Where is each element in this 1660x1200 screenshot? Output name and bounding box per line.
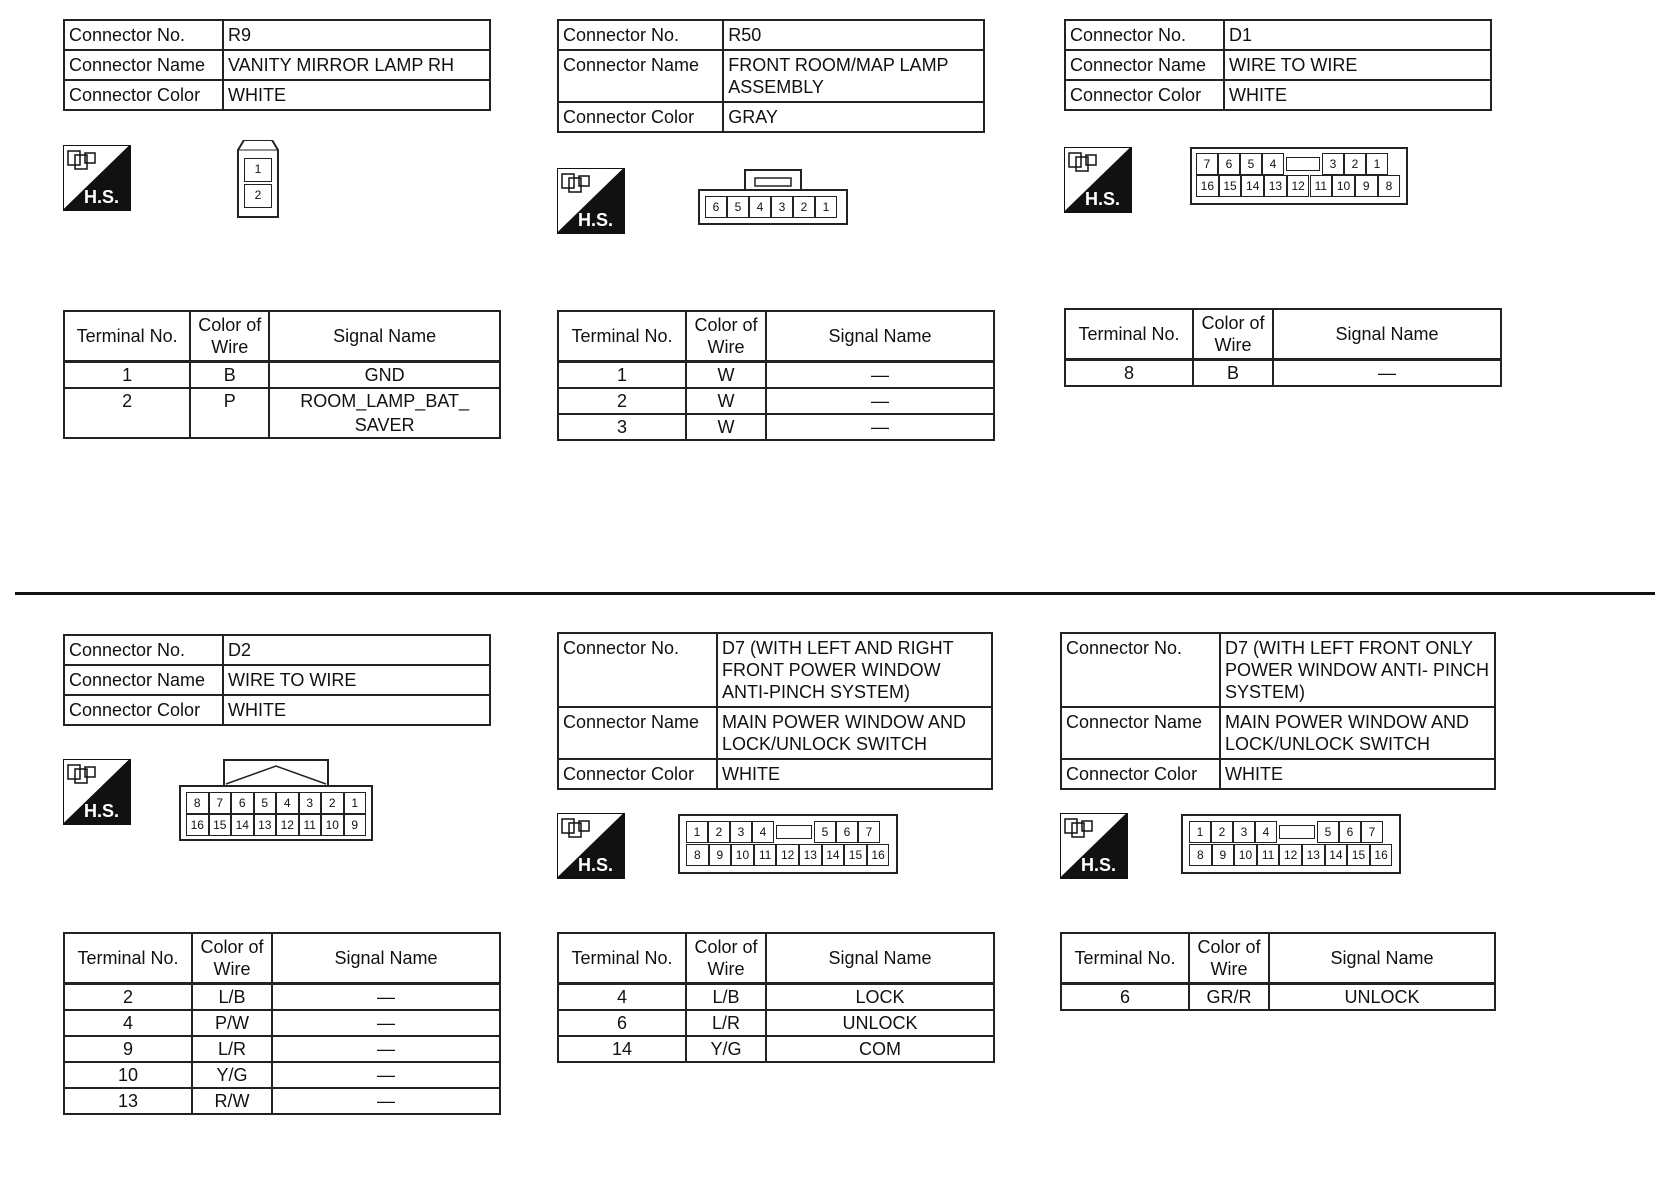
connector-no-value: D2 xyxy=(223,635,490,665)
connector-r50-info xyxy=(557,19,985,133)
header-terminal-no: Terminal No. xyxy=(558,933,686,984)
header-signal-name: Signal Name xyxy=(1269,933,1495,984)
label-connector-color: Connector Color xyxy=(64,695,223,725)
label-connector-color: Connector Color xyxy=(1061,759,1220,789)
hs-badge-icon xyxy=(557,168,625,234)
label-connector-no: Connector No. xyxy=(558,633,717,707)
pin: 5 xyxy=(1240,153,1262,175)
pin: 11 xyxy=(1257,844,1280,866)
signal-name: GND xyxy=(269,362,500,389)
table-row xyxy=(64,984,500,1011)
signal-name: ROOM_LAMP_BAT_ SAVER xyxy=(269,388,500,438)
header-terminal-no: Terminal No. xyxy=(558,311,686,362)
connector-d7-lf-face xyxy=(1181,814,1401,874)
pin: 8 xyxy=(686,844,709,866)
label-connector-no: Connector No. xyxy=(1061,633,1220,707)
latch-slot xyxy=(774,821,814,843)
wire-color: L/R xyxy=(192,1036,272,1062)
pin: 15 xyxy=(844,844,867,866)
wire-color: B xyxy=(1193,360,1273,387)
wire-color: B xyxy=(190,362,269,389)
pin: 16 xyxy=(867,844,890,866)
table-row xyxy=(64,1036,500,1062)
header-color-of-wire: Color of Wire xyxy=(686,933,766,984)
label-connector-color: Connector Color xyxy=(558,759,717,789)
wire-color: Y/G xyxy=(686,1036,766,1062)
pin: 7 xyxy=(209,792,232,814)
connector-name-value: WIRE TO WIRE xyxy=(1224,50,1491,80)
connector-color-value: WHITE xyxy=(1224,80,1491,110)
pin: 5 xyxy=(254,792,277,814)
pin: 12 xyxy=(276,814,299,836)
connector-r9-face xyxy=(236,140,280,218)
connector-d1-info xyxy=(1064,19,1492,111)
pin: 4 xyxy=(276,792,299,814)
wire-color: R/W xyxy=(192,1088,272,1114)
header-signal-name: Signal Name xyxy=(269,311,500,362)
pin: 13 xyxy=(1264,175,1287,197)
terminal-no: 4 xyxy=(64,1010,192,1036)
label-connector-name: Connector Name xyxy=(64,665,223,695)
pin: 14 xyxy=(822,844,845,866)
table-row xyxy=(558,1036,994,1062)
table-row xyxy=(64,1088,500,1114)
section-divider xyxy=(15,592,1655,595)
pin: 1 xyxy=(1366,153,1388,175)
table-row xyxy=(1061,984,1495,1011)
connector-d7-lf-terminals xyxy=(1060,932,1496,1011)
connector-color-value: WHITE xyxy=(717,759,992,789)
signal-name: — xyxy=(1273,360,1501,387)
pin: 1 xyxy=(344,792,367,814)
pin: 8 xyxy=(186,792,209,814)
header-color-of-wire: Color of Wire xyxy=(1189,933,1269,984)
pin: 9 xyxy=(709,844,732,866)
connector-color-value: WHITE xyxy=(1220,759,1495,789)
pin: 6 xyxy=(231,792,254,814)
pin: 11 xyxy=(299,814,322,836)
connector-no-value: D7 (WITH LEFT FRONT ONLY POWER WINDOW ANTI- PINCH SYSTEM) xyxy=(1220,633,1495,707)
table-row xyxy=(558,388,994,414)
hs-label: H.S. xyxy=(577,855,613,875)
pin: 4 xyxy=(752,821,774,843)
connector-r50-terminals xyxy=(557,310,995,441)
pin: 6 xyxy=(1339,821,1361,843)
header-signal-name: Signal Name xyxy=(272,933,500,984)
table-row xyxy=(558,1010,994,1036)
label-connector-no: Connector No. xyxy=(1065,20,1224,50)
connector-color-value: WHITE xyxy=(223,80,490,110)
pin: 15 xyxy=(1219,175,1242,197)
label-connector-no: Connector No. xyxy=(64,20,223,50)
connector-d7-lf-info xyxy=(1060,632,1496,790)
connector-d1-terminals xyxy=(1064,308,1502,387)
terminal-no: 1 xyxy=(558,362,686,389)
pin: 12 xyxy=(1279,844,1302,866)
pin: 16 xyxy=(1370,844,1393,866)
pin: 8 xyxy=(1378,175,1401,197)
wire-color: L/B xyxy=(192,984,272,1011)
table-row xyxy=(64,1010,500,1036)
terminal-no: 14 xyxy=(558,1036,686,1062)
pin: 1 xyxy=(815,196,837,218)
label-connector-name: Connector Name xyxy=(64,50,223,80)
hs-label: H.S. xyxy=(577,210,613,230)
table-row xyxy=(558,362,994,389)
hs-badge-icon xyxy=(1064,147,1132,213)
signal-name: UNLOCK xyxy=(766,1010,994,1036)
header-color-of-wire: Color of Wire xyxy=(1193,309,1273,360)
table-row xyxy=(558,984,994,1011)
latch-icon xyxy=(1286,157,1320,171)
pin: 10 xyxy=(731,844,754,866)
pin: 2 xyxy=(708,821,730,843)
table-row xyxy=(1065,360,1501,387)
header-terminal-no: Terminal No. xyxy=(1065,309,1193,360)
pin: 3 xyxy=(1322,153,1344,175)
pin: 4 xyxy=(1262,153,1284,175)
pin: 13 xyxy=(799,844,822,866)
wire-color: L/B xyxy=(686,984,766,1011)
pin: 15 xyxy=(1347,844,1370,866)
pin: 12 xyxy=(776,844,799,866)
pin: 15 xyxy=(209,814,232,836)
hs-label: H.S. xyxy=(1080,855,1116,875)
pin: 11 xyxy=(1310,175,1333,197)
header-terminal-no: Terminal No. xyxy=(64,933,192,984)
pin: 5 xyxy=(727,196,749,218)
wire-color: W xyxy=(686,388,766,414)
terminal-no: 2 xyxy=(64,388,190,438)
latch-icon xyxy=(1279,825,1315,839)
signal-name: — xyxy=(272,1062,500,1088)
pin: 8 xyxy=(1189,844,1212,866)
latch-slot xyxy=(1284,153,1322,175)
connector-r50-face xyxy=(697,168,849,226)
pin: 3 xyxy=(771,196,793,218)
pin: 16 xyxy=(1196,175,1219,197)
connector-d2-face xyxy=(178,758,374,842)
pin: 2 xyxy=(1344,153,1366,175)
connector-d2-info xyxy=(63,634,491,726)
header-color-of-wire: Color of Wire xyxy=(190,311,269,362)
signal-name: — xyxy=(766,414,994,440)
pin: 1 xyxy=(244,158,272,182)
pin: 14 xyxy=(1325,844,1348,866)
table-row xyxy=(64,362,500,389)
wire-color: GR/R xyxy=(1189,984,1269,1011)
latch-slot xyxy=(1277,821,1317,843)
pin: 2 xyxy=(321,792,344,814)
label-connector-no: Connector No. xyxy=(64,635,223,665)
terminal-no: 9 xyxy=(64,1036,192,1062)
wire-color: P/W xyxy=(192,1010,272,1036)
header-signal-name: Signal Name xyxy=(1273,309,1501,360)
connector-no-value: R9 xyxy=(223,20,490,50)
header-color-of-wire: Color of Wire xyxy=(686,311,766,362)
signal-name: — xyxy=(766,362,994,389)
latch-icon xyxy=(776,825,812,839)
pin: 11 xyxy=(754,844,777,866)
connector-d7-lr-info xyxy=(557,632,993,790)
pin: 14 xyxy=(231,814,254,836)
terminal-no: 2 xyxy=(558,388,686,414)
pin: 3 xyxy=(1233,821,1255,843)
table-row xyxy=(558,414,994,440)
hs-badge-icon xyxy=(1060,813,1128,879)
terminal-no: 13 xyxy=(64,1088,192,1114)
header-terminal-no: Terminal No. xyxy=(1061,933,1189,984)
pin: 6 xyxy=(836,821,858,843)
pin: 14 xyxy=(1241,175,1264,197)
label-connector-name: Connector Name xyxy=(558,50,723,102)
connector-no-value: D1 xyxy=(1224,20,1491,50)
terminal-no: 8 xyxy=(1065,360,1193,387)
pin: 12 xyxy=(1287,175,1310,197)
wire-color: W xyxy=(686,362,766,389)
pin: 6 xyxy=(1218,153,1240,175)
pin: 9 xyxy=(344,814,367,836)
terminal-no: 1 xyxy=(64,362,190,389)
pin: 5 xyxy=(814,821,836,843)
connector-name-value: VANITY MIRROR LAMP RH xyxy=(223,50,490,80)
terminal-no: 3 xyxy=(558,414,686,440)
pin: 10 xyxy=(1332,175,1355,197)
connector-name-value: MAIN POWER WINDOW AND LOCK/UNLOCK SWITCH xyxy=(1220,707,1495,759)
connector-color-value: WHITE xyxy=(223,695,490,725)
pin: 4 xyxy=(1255,821,1277,843)
label-connector-name: Connector Name xyxy=(558,707,717,759)
pin: 1 xyxy=(1189,821,1211,843)
connector-no-value: D7 (WITH LEFT AND RIGHT FRONT POWER WINDOW ANTI-PINCH SYSTEM) xyxy=(717,633,992,707)
terminal-no: 6 xyxy=(1061,984,1189,1011)
label-connector-no: Connector No. xyxy=(558,20,723,50)
pin: 1 xyxy=(686,821,708,843)
hs-badge-icon xyxy=(557,813,625,879)
terminal-no: 10 xyxy=(64,1062,192,1088)
signal-name: COM xyxy=(766,1036,994,1062)
hs-label: H.S. xyxy=(83,801,119,821)
pin: 13 xyxy=(1302,844,1325,866)
signal-name: — xyxy=(766,388,994,414)
hs-label: H.S. xyxy=(1084,189,1120,209)
pin: 3 xyxy=(299,792,322,814)
connector-name-value: FRONT ROOM/MAP LAMP ASSEMBLY xyxy=(723,50,984,102)
pin: 10 xyxy=(1234,844,1257,866)
wire-color: W xyxy=(686,414,766,440)
pin: 9 xyxy=(1212,844,1235,866)
pin: 2 xyxy=(244,184,272,208)
label-connector-color: Connector Color xyxy=(64,80,223,110)
connector-d1-face xyxy=(1190,147,1408,205)
pin: 2 xyxy=(1211,821,1233,843)
pin: 9 xyxy=(1355,175,1378,197)
signal-name: — xyxy=(272,1010,500,1036)
header-color-of-wire: Color of Wire xyxy=(192,933,272,984)
terminal-no: 4 xyxy=(558,984,686,1011)
pin: 7 xyxy=(1361,821,1383,843)
signal-name: — xyxy=(272,1088,500,1114)
connector-r9-info xyxy=(63,19,491,111)
hs-badge-icon xyxy=(63,759,131,825)
signal-name: — xyxy=(272,1036,500,1062)
hs-label: H.S. xyxy=(83,187,119,207)
pin: 10 xyxy=(321,814,344,836)
label-connector-name: Connector Name xyxy=(1061,707,1220,759)
connector-name-value: MAIN POWER WINDOW AND LOCK/UNLOCK SWITCH xyxy=(717,707,992,759)
terminal-no: 6 xyxy=(558,1010,686,1036)
connector-d2-terminals xyxy=(63,932,501,1115)
connector-no-value: R50 xyxy=(723,20,984,50)
pin: 4 xyxy=(749,196,771,218)
label-connector-name: Connector Name xyxy=(1065,50,1224,80)
pin: 16 xyxy=(186,814,209,836)
pin: 6 xyxy=(705,196,727,218)
pin: 2 xyxy=(793,196,815,218)
wire-color: Y/G xyxy=(192,1062,272,1088)
pin: 7 xyxy=(1196,153,1218,175)
label-connector-color: Connector Color xyxy=(558,102,723,132)
wire-color: L/R xyxy=(686,1010,766,1036)
pin: 7 xyxy=(858,821,880,843)
pin: 5 xyxy=(1317,821,1339,843)
signal-name: — xyxy=(272,984,500,1011)
header-terminal-no: Terminal No. xyxy=(64,311,190,362)
connector-d7-lr-terminals xyxy=(557,932,995,1063)
terminal-no: 2 xyxy=(64,984,192,1011)
table-row xyxy=(64,388,500,438)
signal-name: UNLOCK xyxy=(1269,984,1495,1011)
table-row xyxy=(64,1062,500,1088)
hs-badge-icon xyxy=(63,145,131,211)
label-connector-color: Connector Color xyxy=(1065,80,1224,110)
header-signal-name: Signal Name xyxy=(766,933,994,984)
connector-name-value: WIRE TO WIRE xyxy=(223,665,490,695)
connector-r9-terminals xyxy=(63,310,501,439)
pin: 13 xyxy=(254,814,277,836)
wire-color: P xyxy=(190,388,269,438)
pin: 3 xyxy=(730,821,752,843)
connector-d7-lr-face xyxy=(678,814,898,874)
connector-color-value: GRAY xyxy=(723,102,984,132)
header-signal-name: Signal Name xyxy=(766,311,994,362)
signal-name: LOCK xyxy=(766,984,994,1011)
